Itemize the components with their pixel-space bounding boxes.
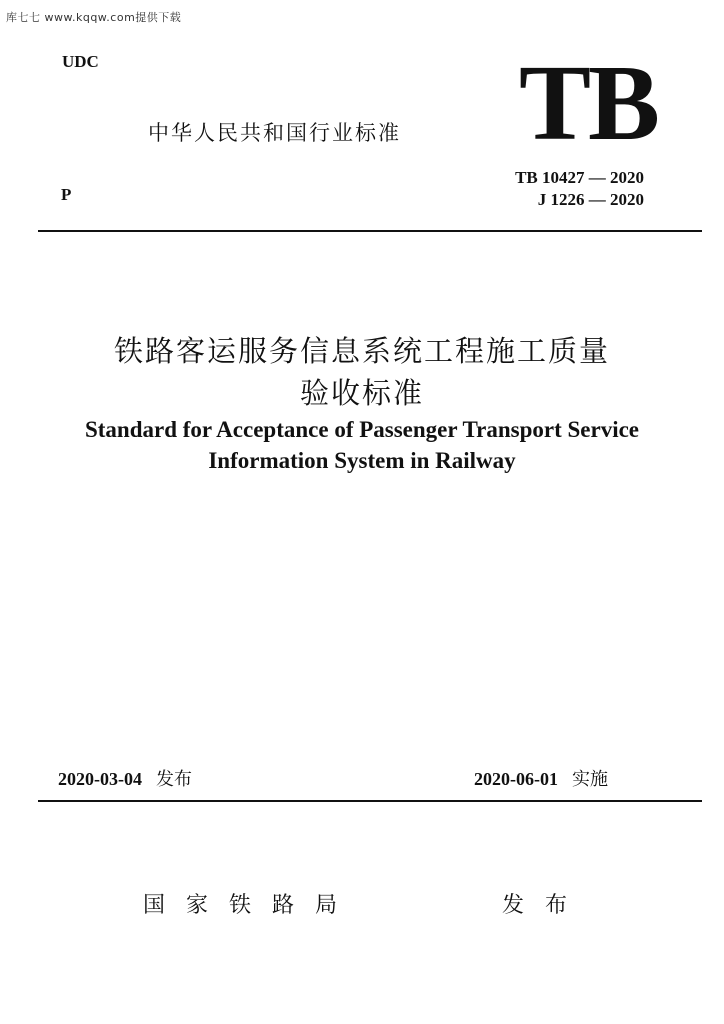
udc-label: UDC — [62, 52, 99, 71]
standard-code-primary: TB 10427 — 2020 — [515, 168, 644, 187]
standard-codes — [515, 167, 644, 211]
header-divider — [38, 230, 702, 232]
standard-code-secondary: J 1226 — 2020 — [537, 190, 644, 209]
title-cn-line-1: 铁路客运服务信息系统工程施工质量 — [113, 334, 610, 368]
title-en-line-2: Information System in Railway — [208, 448, 516, 473]
footer-divider — [38, 800, 702, 802]
tb-logo: TB — [519, 44, 658, 163]
document-title-cn — [0, 330, 724, 414]
issue-date-block — [58, 765, 192, 791]
issuer-name: 国家铁路局 — [143, 893, 359, 918]
effective-date-block — [474, 765, 608, 791]
standard-type-title: 中华人民共和国行业标准 — [148, 121, 401, 145]
document-title-en — [0, 414, 724, 476]
issue-date: 2020-03-04 — [58, 769, 142, 789]
title-en-line-1: Standard for Acceptance of Passenger Transport Service — [84, 417, 640, 442]
category-label: P — [61, 185, 72, 204]
effective-date: 2020-06-01 — [474, 769, 558, 789]
effective-label: 实施 — [572, 769, 608, 790]
watermark-text: 库七七 www.kqqw.com提供下载 — [6, 11, 182, 24]
title-cn-line-2: 验收标准 — [299, 376, 424, 410]
issue-label: 发布 — [156, 769, 192, 790]
issuer-action: 发布 — [502, 893, 589, 918]
